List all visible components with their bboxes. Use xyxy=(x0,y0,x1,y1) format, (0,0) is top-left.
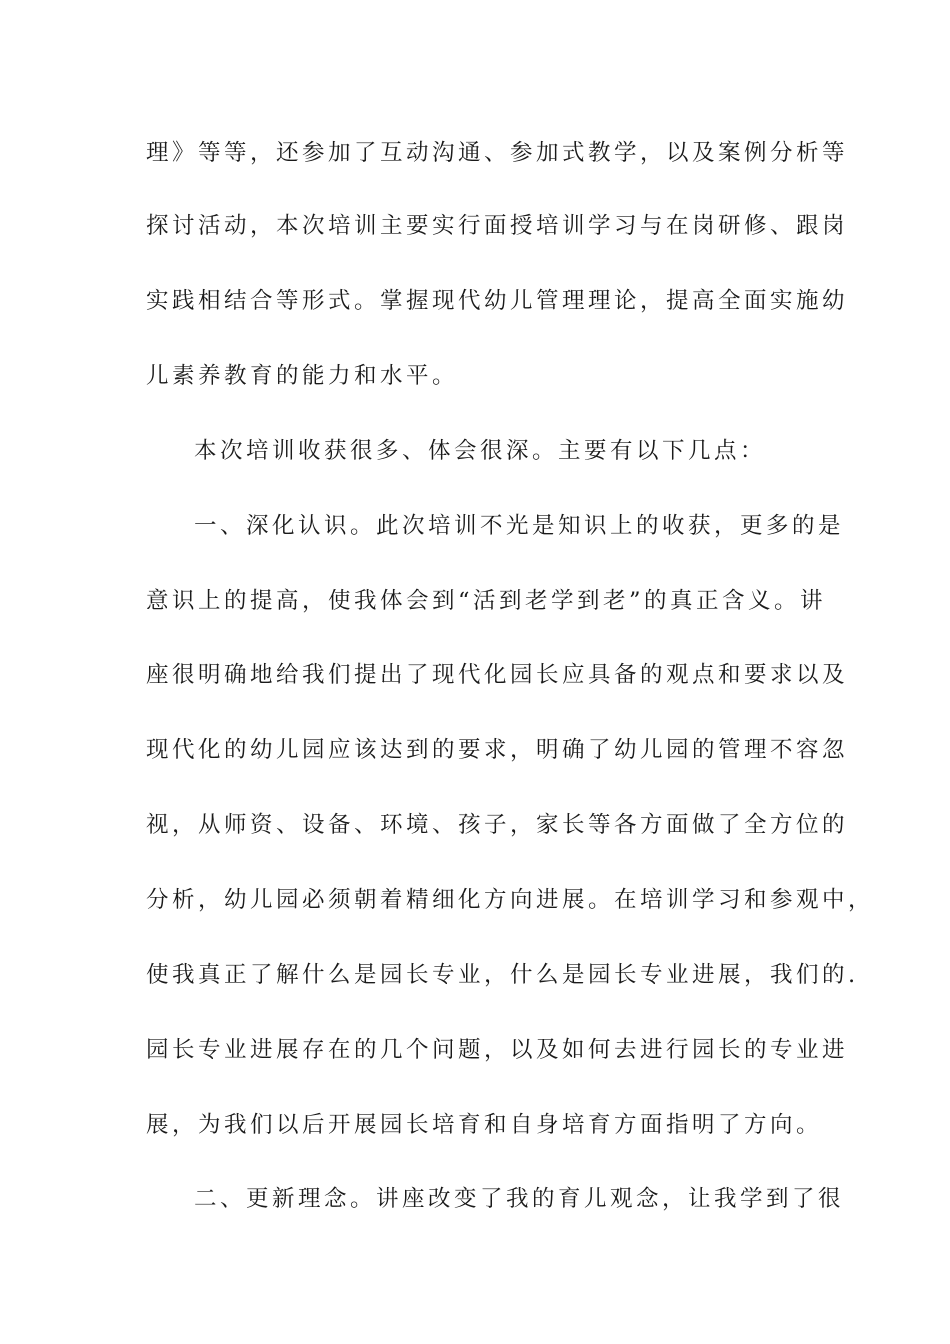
text-line-3: 实践相结合等形式。掌握现代幼儿管理理论，提高全面实施幼 xyxy=(146,288,849,314)
text-line-2: 探讨活动，本次培训主要实行面授培训学习与在岗研修、跟岗 xyxy=(146,213,849,239)
text-line-8: 座很明确地给我们提出了现代化园长应具备的观点和要求以及 xyxy=(146,662,849,688)
text-line-11: 分析，幼儿园必须朝着精细化方向进展。在培训学习和参观中， xyxy=(146,887,875,913)
text-line-14: 展，为我们以后开展园长培育和自身培育方面指明了方向。 xyxy=(146,1112,823,1138)
text-line-10: 视，从师资、设备、环境、孩子，家长等各方面做了全方位的 xyxy=(146,812,849,838)
text-line-4: 儿素养教育的能力和水平。 xyxy=(146,363,459,389)
text-line-5: 本次培训收获很多、体会很深。主要有以下几点： xyxy=(194,438,767,464)
text-line-12: 使我真正了解什么是园长专业，什么是园长专业进展，我们的. xyxy=(146,962,859,988)
text-line-9: 现代化的幼儿园应该达到的要求，明确了幼儿园的管理不容忽 xyxy=(146,737,849,763)
text-line-6: 一、深化认识。此次培训不光是知识上的收获，更多的是 xyxy=(194,513,845,539)
text-line-1: 理》等等，还参加了互动沟通、参加式教学，以及案例分析等 xyxy=(146,140,849,166)
text-line-15: 二、更新理念。讲座改变了我的育儿观念，让我学到了很 xyxy=(194,1186,845,1212)
text-line-7: 意识上的提高，使我体会到“活到老学到老”的真正含义。讲 xyxy=(146,588,827,614)
text-line-13: 园长专业进展存在的几个问题，以及如何去进行园长的专业进 xyxy=(146,1037,849,1063)
